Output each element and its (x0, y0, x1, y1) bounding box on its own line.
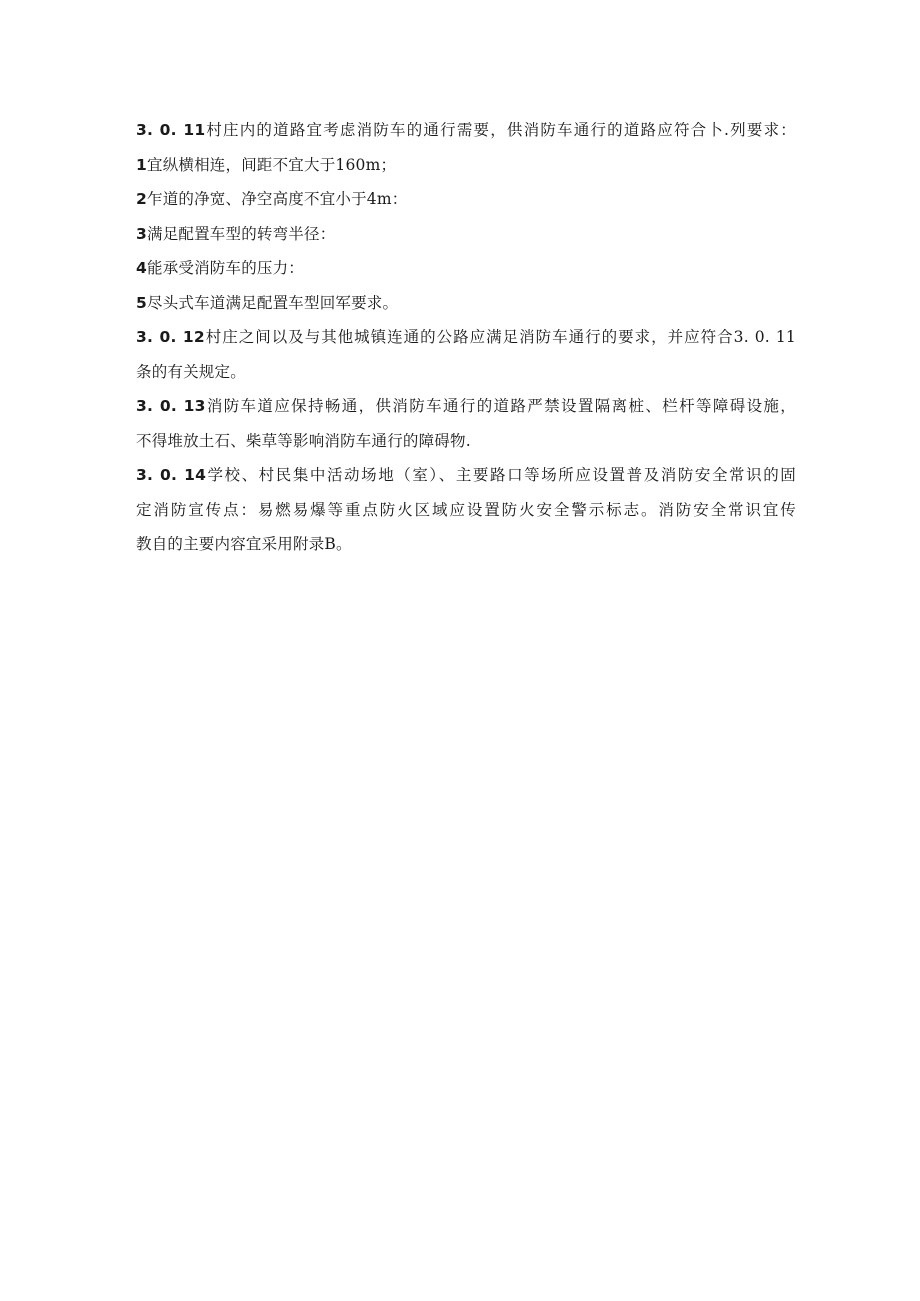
clause-text: 消防车道应保持畅通，供消防车通行的道路严禁设置隔离桩、栏杆等障碍设施， (205, 397, 796, 415)
list-item-2 (136, 182, 796, 217)
list-item-5 (136, 286, 796, 321)
item-number: 4 (136, 259, 147, 277)
clause-number: 3. 0. 11 (136, 121, 206, 139)
clause-number: 3. 0. 14 (136, 466, 207, 484)
clause-3-0-13-continuation (136, 424, 796, 459)
clause-3-0-11 (136, 113, 796, 148)
list-item-3 (136, 217, 796, 252)
clause-3-0-14-continuation-2 (136, 527, 796, 562)
item-text: 尽头式车道满足配置车型回军要求。 (147, 293, 399, 312)
item-number: 1 (136, 155, 147, 174)
clause-text: 学校、村民集中活动场地（室）、主要路口等场所应设置普及消防安全常识的固 (206, 466, 796, 484)
clause-text: 定消防宣传点：易燃易爆等重点防火区域应设置防火安全警示标志。消防安全常识宜传 (136, 500, 796, 519)
item-text: 宜纵横相连，间距不宜大于160m； (147, 155, 397, 174)
clause-text: 村庄内的道路宜考虑消防车的通行需要，供消防车通行的道路应符合卜.列要求： (205, 121, 796, 139)
clause-3-0-12-continuation (136, 355, 796, 390)
clause-text: 村庄之间以及与其他城镇连通的公路应满足消防车通行的要求，并应符合3. 0. 11 (204, 328, 796, 346)
clause-3-0-13 (136, 389, 796, 424)
clause-text: 不得堆放土石、柴草等影响消防车通行的障碍物. (136, 431, 471, 450)
document-body (136, 113, 796, 562)
clause-3-0-12 (136, 320, 796, 355)
clause-text: 教自的主要内容宜采用附录B。 (136, 535, 352, 553)
item-number: 2 (136, 190, 147, 208)
item-number: 3 (136, 224, 147, 243)
item-text: 满足配置车型的转弯半径： (147, 224, 336, 243)
clause-3-0-14-continuation-1 (136, 493, 796, 528)
clause-text: 条的有关规定。 (136, 362, 246, 381)
clause-number: 3. 0. 13 (136, 397, 206, 415)
item-text: 乍道的净宽、净空高度不宜小于4m： (147, 190, 408, 208)
clause-number: 3. 0. 12 (136, 328, 205, 346)
clause-3-0-14 (136, 458, 796, 493)
item-text: 能承受消防车的压力： (147, 259, 305, 277)
list-item-4 (136, 251, 796, 286)
list-item-1 (136, 148, 796, 183)
item-number: 5 (136, 293, 147, 312)
